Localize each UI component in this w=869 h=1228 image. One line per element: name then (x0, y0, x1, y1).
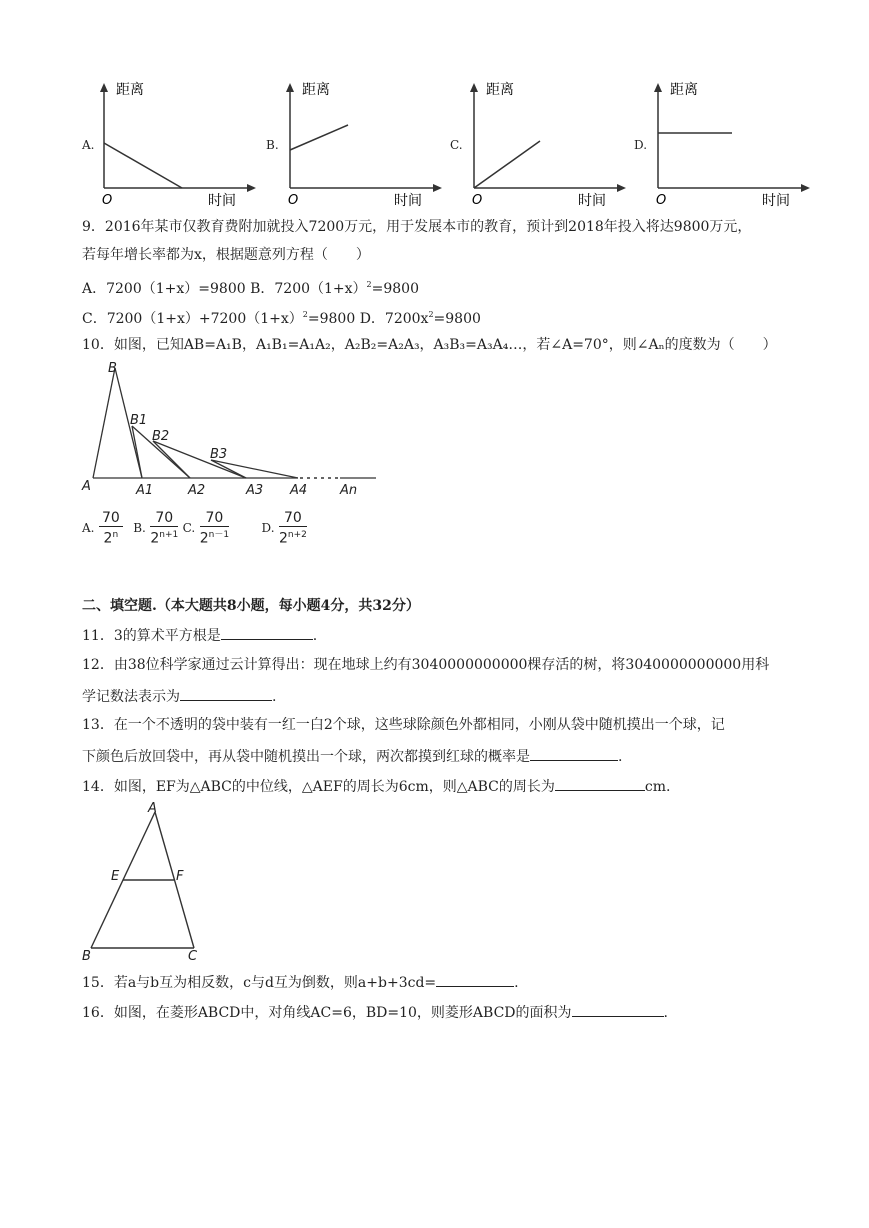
graph-a-origin: O (102, 193, 113, 208)
q10-option-a: A. $\frac{70}{2^n}$ (82, 520, 127, 536)
q13-answer-blank[interactable] (530, 746, 618, 761)
q14-triangle-figure (78, 798, 218, 964)
q14-label-a: A (148, 801, 157, 816)
graph-c-line (474, 141, 540, 188)
q11: 11．3的算术平方根是 . (82, 625, 317, 645)
graph-c-origin: O (472, 193, 483, 208)
q10-option-c: C. $\frac{70}{2^{n-1}}$ (182, 509, 230, 547)
section-2-heading: 二、填空题.（本大题共8小题，每小题4分，共32分） (82, 598, 420, 614)
q10-label-a1: A1 (136, 483, 154, 498)
graph-b (276, 78, 446, 213)
graph-b-ylabel: 距离 (302, 82, 330, 98)
q10-label-a3: A3 (246, 483, 264, 498)
q16: 16．如图，在菱形ABCD中，对角线AC=6，BD=10，则菱形ABCD的面积为 . (82, 1002, 668, 1022)
q9-option-a: A．7200（1+x）=9800 (82, 281, 246, 297)
graph-a-xlabel: 时间 (208, 193, 236, 209)
q9-line1: 9．2016年某市仅教育费附加就投入7200万元，用于发展本市的教育，预计到2018年投入将达9800万元， (82, 219, 752, 235)
graph-a-ylabel: 距离 (116, 82, 144, 98)
q10-option-d: D. $\frac{70}{2^{n+2}}$ (261, 509, 307, 547)
q10-label-a4: A4 (290, 483, 308, 498)
q14: 14．如图，EF为△ABC的中位线，△AEF的周长为6cm，则△ABC的周长为 cm. (82, 776, 670, 796)
q10-label-b: B (108, 361, 117, 376)
q13-line2: 下颜色后放回袋中，再从袋中随机摸出一个球，两次都摸到红球的概率是 . (82, 746, 622, 766)
graph-options (0, 0, 869, 215)
q10-label-b1: B1 (130, 413, 148, 428)
graph-b-line (290, 125, 348, 150)
q10-label-a: A (82, 479, 91, 494)
q10-label-a2: A2 (188, 483, 206, 498)
q10-figure (78, 356, 388, 501)
q13-line1: 13．在一个不透明的袋中装有一红一白2个球，这些球除颜色外都相同，小刚从袋中随机摸出一个球，记 (82, 717, 725, 733)
graph-d (644, 78, 814, 213)
q12-answer-blank[interactable] (180, 686, 272, 701)
q14-answer-blank[interactable] (555, 776, 645, 791)
graph-a (90, 78, 260, 213)
graph-option-b-label: B. (266, 138, 279, 152)
graph-c-ylabel: 距离 (486, 82, 514, 98)
q10-option-b: B. $\frac{70}{2^{n+1}}$ (133, 509, 179, 547)
q14-label-e: E (111, 869, 120, 884)
graph-d-ylabel: 距离 (670, 82, 698, 98)
graph-c (460, 78, 630, 213)
q15-answer-blank[interactable] (436, 972, 514, 987)
q14-label-c: C (188, 949, 198, 964)
q10-text: 10．如图，已知AB=A₁B，A₁B₁=A₁A₂，A₂B₂=A₂A₃，A₃B₃=A₃A₄…，若∠A=70°，则∠Aₙ的度数为（ ） (82, 337, 777, 353)
q10-label-b2: B2 (152, 429, 170, 444)
q9-option-c: C．$7200(1+x)+7200(1+x)^2=9800$ (82, 310, 356, 327)
q14-label-b: B (82, 949, 91, 964)
q16-answer-blank[interactable] (572, 1002, 664, 1017)
q15: 15．若a与b互为相反数，c与d互为倒数，则a+b+3cd= . (82, 972, 519, 992)
graph-d-origin: O (656, 193, 667, 208)
q9-option-d: D．$7200x^2=9800$ (359, 310, 481, 327)
q9-options-ab (82, 276, 419, 298)
q9-option-b: B．$7200(1+x)^2=9800$ (250, 280, 419, 297)
graph-option-d-label: D. (634, 138, 648, 152)
graph-option-a-label: A. (82, 138, 95, 152)
graph-d-xlabel: 时间 (762, 193, 790, 209)
graph-b-origin: O (288, 193, 299, 208)
q11-answer-blank[interactable] (221, 625, 313, 640)
q9-line2: 若每年增长率都为x，根据题意列方程（ ） (82, 247, 370, 263)
q10-options (82, 508, 307, 548)
graph-c-xlabel: 时间 (578, 193, 606, 209)
q12-line2: 学记数法表示为 . (82, 686, 276, 706)
graph-b-xlabel: 时间 (394, 193, 422, 209)
graph-a-line (104, 143, 182, 188)
q10-label-b3: B3 (210, 447, 228, 462)
graph-option-c-label: C. (450, 138, 463, 152)
q12-line1: 12．由38位科学家通过云计算得出：现在地球上约有3040000000000棵存活的树，将3040000000000用科 (82, 657, 770, 673)
q10-label-an: An (340, 483, 358, 498)
q9-options-cd (82, 306, 481, 328)
q14-label-f: F (176, 869, 184, 884)
